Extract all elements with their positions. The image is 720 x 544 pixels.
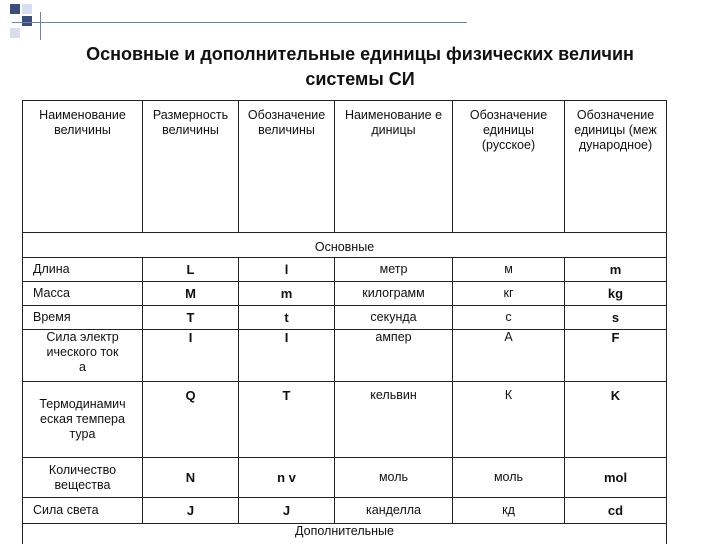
cell-unit-intl: F (565, 330, 667, 382)
units-table (22, 100, 667, 544)
table-row (23, 306, 667, 330)
cell-symbol: T (239, 382, 335, 458)
cell-unit-name: ампер (335, 330, 453, 382)
cell-symbol: n v (239, 458, 335, 498)
cell-dimension: Q (143, 382, 239, 458)
page-title (40, 42, 680, 92)
title-line-1: Основные и дополнительные единицы физических величин (40, 42, 680, 67)
cell-unit-name: кельвин (335, 382, 453, 458)
section-row (23, 233, 667, 258)
cell-dimension: J (143, 498, 239, 524)
cell-unit-ru: А (453, 330, 565, 382)
cell-unit-intl: mol (565, 458, 667, 498)
cell-dimension: I (143, 330, 239, 382)
cell-symbol: l (239, 258, 335, 282)
cell-unit-ru: кг (453, 282, 565, 306)
table-row (23, 498, 667, 524)
cell-unit-ru: м (453, 258, 565, 282)
section-main-label: Основные (23, 233, 667, 258)
cell-symbol: I (239, 330, 335, 382)
decor-square (22, 4, 32, 14)
decor-square (10, 4, 20, 14)
cell-unit-name: секунда (335, 306, 453, 330)
header-dimension: Размерность величины (143, 101, 239, 233)
header-unit-symbol-ru: Обозначение единицы (русское) (453, 101, 565, 233)
decor-square (10, 28, 20, 38)
decor-square (22, 16, 32, 26)
cell-symbol: m (239, 282, 335, 306)
cell-unit-intl: cd (565, 498, 667, 524)
table-row (23, 258, 667, 282)
cell-dimension: M (143, 282, 239, 306)
header-unit-name: Наименование единицы (335, 101, 453, 233)
cell-quantity: Сила света (23, 498, 143, 524)
cell-quantity: Термодинамическая температура (23, 382, 143, 458)
section-additional-label: Дополнительные (23, 524, 667, 544)
section-row (23, 524, 667, 544)
table-row (23, 330, 667, 382)
decor-line (40, 12, 41, 40)
cell-unit-ru: моль (453, 458, 565, 498)
cell-unit-ru: К (453, 382, 565, 458)
cell-symbol: J (239, 498, 335, 524)
decor-line (12, 22, 467, 23)
header-row (23, 101, 667, 233)
cell-dimension: T (143, 306, 239, 330)
header-unit-symbol-intl: Обозначение единицы (международное) (565, 101, 667, 233)
cell-unit-name: метр (335, 258, 453, 282)
cell-unit-intl: s (565, 306, 667, 330)
cell-unit-name: канделла (335, 498, 453, 524)
title-line-2: системы СИ (40, 67, 680, 92)
cell-quantity: Время (23, 306, 143, 330)
cell-unit-ru: кд (453, 498, 565, 524)
cell-unit-intl: kg (565, 282, 667, 306)
cell-dimension: L (143, 258, 239, 282)
cell-symbol: t (239, 306, 335, 330)
cell-unit-intl: K (565, 382, 667, 458)
cell-quantity: Сила электрического тока (23, 330, 143, 382)
cell-unit-ru: с (453, 306, 565, 330)
table-row (23, 458, 667, 498)
cell-quantity: Длина (23, 258, 143, 282)
cell-unit-name: килограмм (335, 282, 453, 306)
cell-quantity: Масса (23, 282, 143, 306)
header-quantity-symbol: Обозначение величины (239, 101, 335, 233)
cell-unit-name: моль (335, 458, 453, 498)
table-row (23, 382, 667, 458)
header-quantity-name: Наименование величины (23, 101, 143, 233)
cell-dimension: N (143, 458, 239, 498)
cell-unit-intl: m (565, 258, 667, 282)
cell-quantity: Количество вещества (23, 458, 143, 498)
table-row (23, 282, 667, 306)
